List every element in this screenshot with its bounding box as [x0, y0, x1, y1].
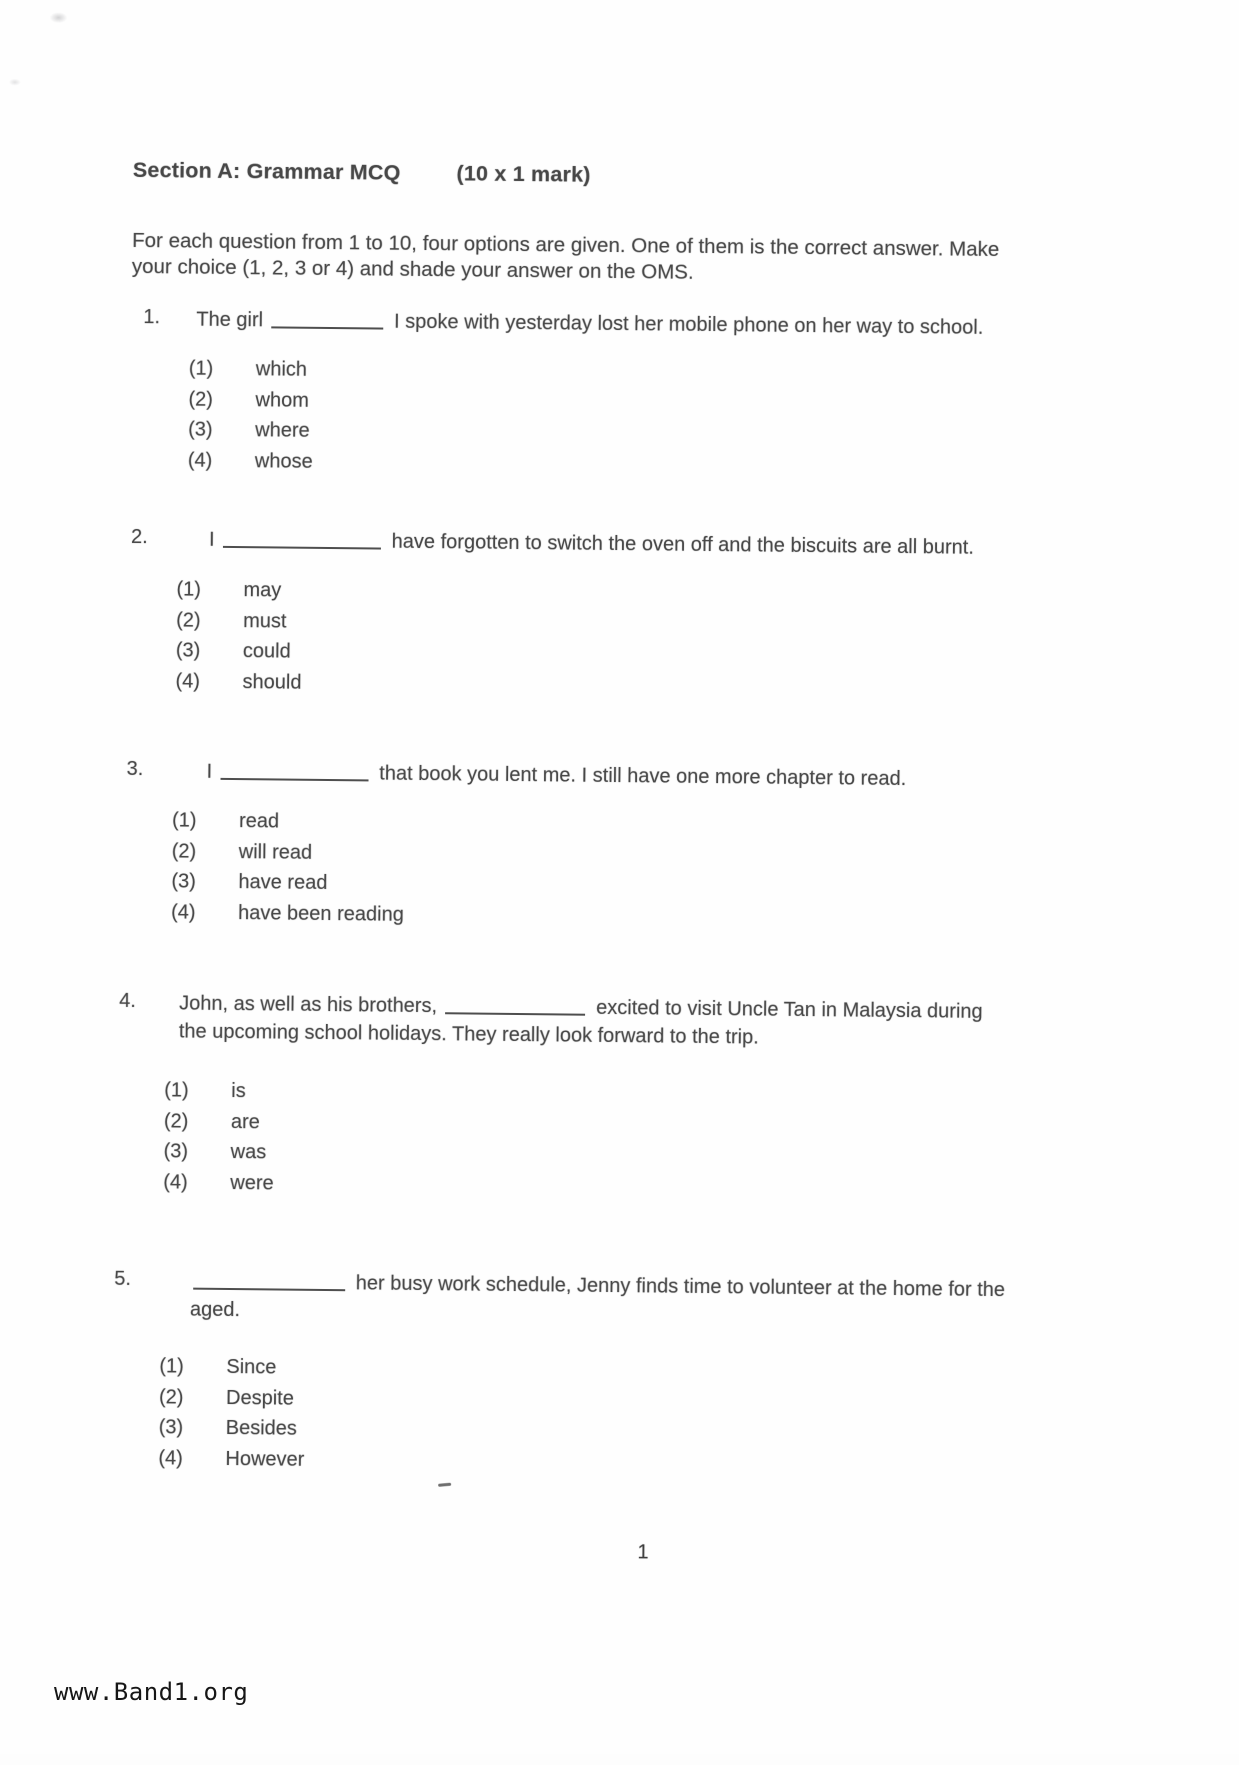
option-text: must [243, 609, 287, 633]
question-text-segment: I [208, 528, 221, 551]
question-text [196, 304, 983, 342]
options-list [125, 805, 906, 935]
question-line [143, 303, 983, 342]
answer-blank [193, 1268, 345, 1292]
question-text-segment: I [206, 760, 218, 783]
question-5 [112, 1265, 1005, 1482]
option-label: (3) [171, 870, 197, 893]
option-label: (4) [171, 900, 196, 924]
option-text: should [242, 670, 302, 694]
question-text-segment: The girl [196, 308, 269, 332]
option-text: However [225, 1447, 305, 1471]
question-3 [125, 755, 906, 935]
option-label: (1) [188, 357, 214, 380]
option-text: read [238, 810, 280, 833]
option-label: (2) [188, 388, 214, 411]
option-label: (1) [176, 578, 202, 601]
watermark-url: www.Band1.org [54, 1678, 249, 1706]
question-text-segment: her busy work schedule, Jenny finds time to volunteer at the home for the [350, 1272, 1006, 1302]
option-row [171, 897, 905, 935]
question-number: 4. [119, 989, 136, 1013]
option-label: (3) [163, 1140, 189, 1163]
option-text: Since [226, 1355, 277, 1379]
options-list [117, 1075, 982, 1206]
option-label: (2) [158, 1385, 184, 1409]
question-text-segment: aged. [189, 1298, 241, 1322]
question-line [119, 987, 983, 1054]
scan-dash-artifact [438, 1483, 451, 1487]
question-text-segment: excited to visit Uncle Tan in Malaysia during [590, 996, 983, 1023]
option-label: (2) [163, 1109, 189, 1133]
question-line [126, 755, 906, 793]
question-2 [129, 523, 974, 705]
answer-blank [271, 306, 383, 329]
option-label: (3) [175, 639, 201, 662]
question-4 [117, 987, 983, 1206]
option-text: have read [238, 871, 328, 895]
option-text: whom [255, 388, 309, 412]
option-label: (4) [158, 1446, 183, 1470]
option-text: Besides [225, 1416, 297, 1440]
question-line [114, 1265, 1005, 1332]
section-marks: (10 x 1 mark) [456, 161, 591, 187]
question-text [179, 987, 983, 1053]
option-text: were [230, 1171, 274, 1194]
question-text [190, 1266, 1005, 1333]
option-label: (1) [164, 1079, 189, 1102]
scan-smudge [49, 12, 67, 23]
instructions-line-2: your choice (1, 2, 3 or 4) and shade your answer on the OMS. [131, 254, 694, 284]
question-number: 5. [114, 1267, 132, 1290]
question-text-segment: the upcoming school holidays. They really look forward to the trip. [178, 1020, 759, 1049]
option-text: are [230, 1110, 260, 1133]
option-text: which [255, 358, 308, 381]
options-list [142, 353, 983, 484]
option-text: could [242, 640, 291, 663]
section-header [133, 158, 591, 188]
option-text: may [243, 579, 282, 602]
option-label: (1) [159, 1355, 184, 1378]
option-text: whose [254, 449, 313, 473]
instructions [132, 228, 1000, 289]
option-text: will read [238, 840, 313, 864]
option-label: (4) [163, 1170, 188, 1194]
option-text: Despite [225, 1386, 294, 1410]
question-text [206, 756, 906, 793]
option-label: (2) [171, 839, 197, 863]
option-text: have been reading [238, 901, 404, 926]
instructions-line-1: For each question from 1 to 10, four options are given. One of them is the correct answer. Make [132, 228, 1000, 262]
answer-blank [446, 992, 586, 1015]
option-text: was [230, 1141, 267, 1164]
question-number: 3. [126, 757, 144, 781]
scan-smudge [9, 79, 21, 86]
question-text-segment: I spoke with yesterday lost her mobile phone on her way to school. [388, 310, 984, 339]
option-text: is [231, 1080, 246, 1103]
option-text: where [255, 419, 310, 442]
option-label: (1) [171, 809, 197, 832]
question-1 [142, 303, 984, 484]
option-label: (3) [158, 1416, 184, 1439]
question-line [131, 523, 974, 562]
question-number: 1. [143, 306, 161, 329]
question-number: 2. [130, 525, 148, 549]
question-text-segment: that book you lent me. I still have one more chapter to read. [373, 762, 907, 791]
question-text [209, 524, 974, 562]
answer-blank [221, 758, 369, 782]
section-title: Section A: Grammar MCQ [132, 157, 401, 185]
question-text-segment: have forgotten to switch the oven off and the biscuits are all burnt. [386, 530, 974, 559]
page-number: 1 [637, 1541, 649, 1564]
option-label: (2) [176, 608, 201, 632]
question-text-segment: John, as well as his brothers, [179, 992, 443, 1018]
option-label: (3) [188, 418, 213, 441]
options-list [112, 1351, 1004, 1482]
options-list [129, 574, 973, 705]
option-label: (4) [175, 669, 201, 693]
answer-blank [223, 526, 381, 550]
option-label: (4) [187, 449, 213, 472]
